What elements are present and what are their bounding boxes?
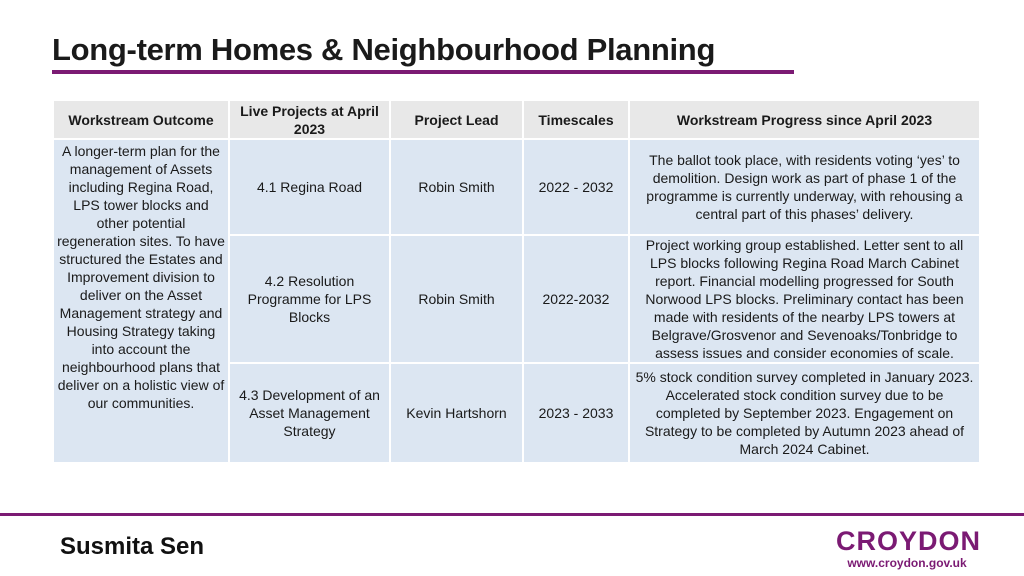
- lead-cell: Robin Smith: [390, 139, 523, 235]
- progress-cell: Project working group established. Letter sent to all LPS blocks following Regina Road March Cabinet report. Financial modelling progressed for South Norwood LPS blocks. Preliminary contact has been made with residents of the nearby LPS towers at Belgrave/Grosvenor and Sevenoaks/Tonbridge to assess issues and consider economies of scale.: [629, 235, 980, 363]
- progress-cell: The ballot took place, with residents voting ‘yes’ to demolition. Design work as part of phase 1 of the programme is currently underway, with rehousing a central part of this phases’ delivery.: [629, 139, 980, 235]
- project-cell: 4.2 Resolution Programme for LPS Blocks: [229, 235, 390, 363]
- lead-cell: Kevin Hartshorn: [390, 363, 523, 463]
- project-cell: 4.3 Development of an Asset Management Strategy: [229, 363, 390, 463]
- workstream-table: [52, 99, 981, 464]
- timescale-cell: 2023 - 2033: [523, 363, 629, 463]
- header-live-projects: Live Projects at April 2023: [229, 100, 390, 139]
- title-underline: [52, 70, 794, 74]
- progress-cell: 5% stock condition survey completed in January 2023. Accelerated stock condition survey due to be completed by September 2023. Engagement on Strategy to be completed by Autumn 2023 ahead of March 2024 Cabinet.: [629, 363, 980, 463]
- timescale-cell: 2022-2032: [523, 235, 629, 363]
- lead-cell: Robin Smith: [390, 235, 523, 363]
- header-progress: Workstream Progress since April 2023: [629, 100, 980, 139]
- page-title: Long-term Homes & Neighbourhood Planning: [52, 32, 716, 67]
- timescale-cell: 2022 - 2032: [523, 139, 629, 235]
- footer-divider: [0, 513, 1024, 516]
- workstream-outcome-cell: A longer-term plan for the management of Assets including Regina Road, LPS tower blocks and other potential regeneration sites. To have structured the Estates and Improvement division to deliver on the Asset Management strategy and Housing Strategy taking into account the neighbourhood plans that deliver on a holistic view of our communities.: [53, 139, 229, 463]
- project-cell: 4.1 Regina Road: [229, 139, 390, 235]
- table-header-row: [53, 100, 980, 139]
- croydon-logo: [836, 526, 982, 571]
- header-workstream-outcome: Workstream Outcome: [53, 100, 229, 139]
- logo-wordmark: CROYDON: [836, 526, 982, 556]
- table-row: [53, 139, 980, 235]
- logo-url: www.croydon.gov.uk: [847, 556, 967, 570]
- header-project-lead: Project Lead: [390, 100, 523, 139]
- header-timescales: Timescales: [523, 100, 629, 139]
- author-name: Susmita Sen: [60, 533, 205, 560]
